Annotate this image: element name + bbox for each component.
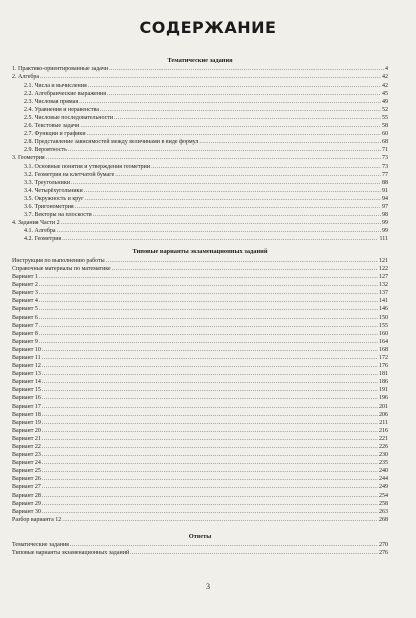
toc-leader-dots xyxy=(62,516,378,524)
toc-leader-dots xyxy=(42,467,378,475)
toc-entry xyxy=(12,235,388,243)
toc-entry-label: 2.4. Уравнения и неравенства xyxy=(24,106,99,113)
toc-leader-dots xyxy=(85,195,381,203)
toc-entry-page: 141 xyxy=(379,298,388,305)
toc-entry xyxy=(12,106,388,114)
toc-leader-dots xyxy=(42,475,378,483)
toc-leader-dots xyxy=(114,114,381,122)
toc-entry xyxy=(12,443,388,451)
toc-entry-label: 4.1. Алгебра xyxy=(24,228,56,235)
toc-entry-page: 240 xyxy=(379,468,388,475)
toc-entry-label: Вариант 7 xyxy=(12,322,38,329)
toc-leader-dots xyxy=(39,314,378,322)
toc-entry xyxy=(12,459,388,467)
toc-entry-page: 196 xyxy=(379,395,388,402)
toc-entry-label: 2.9. Вероятность xyxy=(24,147,67,154)
toc-entry-label: Вариант 15 xyxy=(12,387,41,394)
toc-entry xyxy=(12,65,388,73)
toc-entry-label: 3.4. Четырёхугольники xyxy=(24,187,83,194)
toc-entry xyxy=(12,257,388,265)
toc-entry xyxy=(12,475,388,483)
toc-entry xyxy=(12,330,388,338)
toc-entry-label: 3.3. Треугольники xyxy=(24,179,70,186)
toc-entry-page: 77 xyxy=(382,171,388,178)
toc-entry xyxy=(12,508,388,516)
toc-leader-dots xyxy=(39,305,378,313)
toc-entry-label: Вариант 14 xyxy=(12,379,41,386)
toc-entry xyxy=(12,73,388,81)
toc-entry xyxy=(12,98,388,106)
toc-entry-page: 68 xyxy=(382,139,388,146)
toc-leader-dots xyxy=(42,459,378,467)
toc-leader-dots xyxy=(42,346,378,354)
toc-entry xyxy=(12,483,388,491)
toc-leader-dots xyxy=(84,187,381,195)
toc-leader-dots xyxy=(42,370,378,378)
section-heading: Типовые варианты экзаменационных заданий xyxy=(132,248,268,256)
toc-entry xyxy=(12,122,388,130)
toc-entry xyxy=(12,492,388,500)
toc-entry-label: Вариант 5 xyxy=(12,306,38,313)
toc-entry xyxy=(12,451,388,459)
toc-entry xyxy=(12,338,388,346)
toc-entry-page: 268 xyxy=(379,516,388,523)
toc-entry-label: Вариант 27 xyxy=(12,484,41,491)
toc-entry xyxy=(12,541,388,549)
toc-entry xyxy=(12,370,388,378)
toc-entry-page: 216 xyxy=(379,427,388,434)
toc-entry-label: Вариант 17 xyxy=(12,403,41,410)
toc-leader-dots xyxy=(42,427,378,435)
toc-entry-label: Вариант 30 xyxy=(12,508,41,515)
toc-entry-label: Вариант 13 xyxy=(12,371,41,378)
toc-entry xyxy=(12,154,388,162)
toc-leader-dots xyxy=(46,154,381,162)
toc-entry xyxy=(12,403,388,411)
toc-entry-page: 97 xyxy=(382,203,388,210)
toc-entry xyxy=(12,163,388,171)
toc-entry-label: 3.5. Окружность и круг xyxy=(24,195,84,202)
toc-entry-page: 98 xyxy=(382,212,388,219)
toc-entry-label: Вариант 1 xyxy=(12,274,38,281)
toc-entry-label: 3.7. Векторы на плоскости xyxy=(24,212,92,219)
toc-entry-label: Разбор варианта 12 xyxy=(12,516,62,523)
toc-entry-page: 211 xyxy=(379,419,388,426)
toc-entry-page: 55 xyxy=(382,114,388,121)
toc-entry xyxy=(12,314,388,322)
toc-entry-page: 176 xyxy=(379,363,388,370)
toc-entry xyxy=(12,187,388,195)
toc-entry-page: 71 xyxy=(382,147,388,154)
toc-leader-dots xyxy=(87,130,381,138)
toc-leader-dots xyxy=(79,98,381,106)
toc-entry-page: 42 xyxy=(382,82,388,89)
toc-entry-label: Инструкция по выполнению работы xyxy=(12,257,105,264)
toc-entry-page: 132 xyxy=(379,282,388,289)
toc-leader-dots xyxy=(39,338,378,346)
toc-entry-label: 3.2. Геометрия на клетчатой бумаге xyxy=(24,171,115,178)
toc-leader-dots xyxy=(71,179,381,187)
toc-entry-page: 249 xyxy=(379,484,388,491)
toc-entry-page: 186 xyxy=(379,379,388,386)
toc-entry-label: Вариант 26 xyxy=(12,476,41,483)
toc-leader-dots xyxy=(40,73,381,81)
toc-leader-dots xyxy=(109,65,384,73)
toc-entry-label: Тематические задания xyxy=(12,542,69,549)
toc-entry xyxy=(12,500,388,508)
toc-entry-page: 91 xyxy=(382,187,388,194)
toc-entry-label: 2.2. Алгебраические выражения xyxy=(24,90,107,97)
toc-leader-dots xyxy=(62,235,378,243)
section-heading: Тематические задания xyxy=(167,57,233,64)
toc-entry-page: 155 xyxy=(379,322,388,329)
toc-entry-label: Вариант 16 xyxy=(12,395,41,402)
toc-entry xyxy=(12,195,388,203)
toc-entry xyxy=(12,219,388,227)
toc-entry xyxy=(12,354,388,362)
toc-leader-dots xyxy=(199,138,381,146)
toc-entry-page: 263 xyxy=(379,508,388,515)
toc-entry-page: 181 xyxy=(379,371,388,378)
toc-entry-label: Вариант 8 xyxy=(12,330,38,337)
toc-entry xyxy=(12,138,388,146)
toc-entry-page: 99 xyxy=(382,228,388,235)
toc-entry-page: 52 xyxy=(382,106,388,113)
toc-entry xyxy=(12,427,388,435)
toc-leader-dots xyxy=(57,227,381,235)
toc-leader-dots xyxy=(68,146,381,154)
toc-entry-label: Вариант 23 xyxy=(12,452,41,459)
toc-entry xyxy=(12,411,388,419)
toc-entry-page: 164 xyxy=(379,338,388,345)
toc-entry-label: Справочные материалы по математике xyxy=(12,265,111,272)
toc-leader-dots xyxy=(42,419,378,427)
toc-leader-dots xyxy=(70,541,378,549)
toc-entry-page: 137 xyxy=(379,290,388,297)
toc-entry-label: Вариант 9 xyxy=(12,338,38,345)
toc-entry xyxy=(12,203,388,211)
toc-leader-dots xyxy=(106,257,378,265)
toc-entry xyxy=(12,467,388,475)
toc-entry xyxy=(12,435,388,443)
toc-entry-page: 201 xyxy=(379,403,388,410)
toc-leader-dots xyxy=(61,219,381,227)
toc-leader-dots xyxy=(39,289,378,297)
toc-entry-label: 1. Практико-ориентированные задачи xyxy=(12,66,108,73)
toc-entry-label: 2.7. Функции и графики xyxy=(24,131,86,138)
toc-entry-label: 4. Задания Части 2 xyxy=(12,220,60,227)
toc-entry-page: 122 xyxy=(379,265,388,272)
toc-entry-page: 150 xyxy=(379,314,388,321)
toc-entry-page: 58 xyxy=(382,123,388,130)
toc-entry-label: Вариант 10 xyxy=(12,346,41,353)
toc-entry-page: 168 xyxy=(379,346,388,353)
toc-entry-label: Вариант 11 xyxy=(12,354,41,361)
toc-entry-page: 73 xyxy=(382,155,388,162)
toc-leader-dots xyxy=(112,265,378,273)
section-heading: Ответы xyxy=(188,532,212,540)
toc-entry xyxy=(12,179,388,187)
toc-entry xyxy=(12,322,388,330)
toc-entry-label: 2.1. Числа и вычисления xyxy=(24,82,87,89)
toc-leader-dots xyxy=(75,203,381,211)
toc-entry-page: 235 xyxy=(379,460,388,467)
toc-entry xyxy=(12,362,388,370)
toc-entry-page: 230 xyxy=(379,452,388,459)
toc-entry-label: Вариант 2 xyxy=(12,282,38,289)
toc-leader-dots xyxy=(93,211,381,219)
toc-entry-page: 146 xyxy=(379,306,388,313)
toc-entry-page: 160 xyxy=(379,330,388,337)
toc-entry xyxy=(12,419,388,427)
toc-entry xyxy=(12,211,388,219)
toc-leader-dots xyxy=(42,411,378,419)
toc-entry-label: Вариант 19 xyxy=(12,419,41,426)
toc-leader-dots xyxy=(151,163,381,171)
toc-leader-dots xyxy=(80,122,381,130)
toc-entry-label: 2.3. Числовая прямая xyxy=(24,98,79,105)
toc-entry-label: Вариант 3 xyxy=(12,290,38,297)
toc-entry xyxy=(12,146,388,154)
toc-entry xyxy=(12,130,388,138)
toc-leader-dots xyxy=(88,82,381,90)
toc-entry-label: Вариант 20 xyxy=(12,427,41,434)
toc-entry xyxy=(12,265,388,273)
toc-entry-label: Вариант 18 xyxy=(12,411,41,418)
toc-leader-dots xyxy=(42,451,378,459)
toc-leader-dots xyxy=(42,492,378,500)
toc-entry-label: 4.2. Геометрия xyxy=(24,236,62,243)
toc-entry-label: Вариант 22 xyxy=(12,444,41,450)
toc-leader-dots xyxy=(42,378,378,386)
toc-entry-label: 3. Геометрия xyxy=(12,155,45,162)
toc-entry xyxy=(12,297,388,305)
toc-entry xyxy=(12,378,388,386)
toc-entry-label: Вариант 29 xyxy=(12,500,41,507)
toc-leader-dots xyxy=(42,500,378,508)
toc-entry-page: 60 xyxy=(382,131,388,138)
toc-entry-label: 2. Алгебра xyxy=(12,74,40,81)
toc-entry-page: 276 xyxy=(379,550,388,557)
toc-entry-page: 226 xyxy=(379,444,388,450)
toc-leader-dots xyxy=(130,549,378,557)
toc-entry xyxy=(12,90,388,98)
toc-entry-label: Вариант 21 xyxy=(12,435,41,442)
toc-entry xyxy=(12,227,388,235)
toc-entry-page: 99 xyxy=(382,220,388,227)
toc-entry-page: 49 xyxy=(382,98,388,105)
toc-entry xyxy=(12,273,388,281)
toc-entry xyxy=(12,516,388,524)
toc-entry-page: 258 xyxy=(379,500,388,507)
toc-entry xyxy=(12,305,388,313)
toc-leader-dots xyxy=(39,273,378,281)
toc-entry-label: Типовые варианты экзаменационных заданий xyxy=(12,550,130,557)
toc-entry-label: 2.6. Текстовые задачи xyxy=(24,123,80,130)
toc-entry-label: Вариант 28 xyxy=(12,492,41,499)
toc-entry-page: 94 xyxy=(382,195,388,202)
toc-entry-page: 172 xyxy=(379,354,388,361)
toc-entry xyxy=(12,346,388,354)
toc-leader-dots xyxy=(42,386,378,394)
toc-entry-page: 270 xyxy=(379,542,388,549)
toc-entry-label: Вариант 6 xyxy=(12,314,38,321)
toc-entry xyxy=(12,281,388,289)
toc-entry xyxy=(12,82,388,90)
toc-entry-label: Вариант 24 xyxy=(12,460,41,467)
toc-entry-label: 3.6. Тригонометрия xyxy=(24,203,74,210)
toc-entry-label: 2.8. Представление зависимостей между величинами в виде формул xyxy=(24,139,199,146)
toc-entry-page: 206 xyxy=(379,411,388,418)
toc-entry-page: 127 xyxy=(379,274,388,281)
page-number: 3 xyxy=(206,582,210,591)
toc-entry-label: 3.1. Основные понятия и утверждения геометрии xyxy=(24,163,151,170)
toc-entry-page: 73 xyxy=(382,163,388,170)
toc-entry-label: Вариант 25 xyxy=(12,468,41,475)
toc-entry xyxy=(12,386,388,394)
toc-leader-dots xyxy=(115,171,381,179)
toc-entry-page: 45 xyxy=(382,90,388,97)
toc-entry-page: 221 xyxy=(379,435,388,442)
table-of-contents xyxy=(12,57,388,558)
toc-entry-label: 2.5. Числовые последовательности xyxy=(24,114,114,121)
toc-entry-page: 4 xyxy=(385,66,388,73)
toc-entry xyxy=(12,171,388,179)
toc-entry-page: 244 xyxy=(379,476,388,483)
toc-entry-page: 42 xyxy=(382,74,388,81)
toc-leader-dots xyxy=(42,483,378,491)
toc-leader-dots xyxy=(39,281,378,289)
toc-leader-dots xyxy=(39,330,378,338)
toc-entry-page: 121 xyxy=(379,257,388,264)
page-title: СОДЕРЖАНИЕ xyxy=(139,18,277,37)
toc-entry-page: 191 xyxy=(379,387,388,394)
toc-entry xyxy=(12,394,388,402)
toc-leader-dots xyxy=(42,362,378,370)
toc-leader-dots xyxy=(42,403,378,411)
toc-leader-dots xyxy=(100,106,381,114)
toc-entry-page: 88 xyxy=(382,179,388,186)
toc-leader-dots xyxy=(39,322,378,330)
toc-entry xyxy=(12,114,388,122)
toc-entry-label: Вариант 12 xyxy=(12,363,41,370)
toc-leader-dots xyxy=(42,443,378,451)
toc-leader-dots xyxy=(42,354,378,362)
toc-entry xyxy=(12,289,388,297)
toc-leader-dots xyxy=(42,508,378,516)
toc-leader-dots xyxy=(42,435,378,443)
toc-leader-dots xyxy=(39,297,378,305)
toc-leader-dots xyxy=(42,394,378,402)
toc-entry-page: 111 xyxy=(379,236,388,243)
toc-leader-dots xyxy=(107,90,381,98)
toc-entry-page: 254 xyxy=(379,492,388,499)
toc-entry-label: Вариант 4 xyxy=(12,298,38,305)
toc-entry xyxy=(12,549,388,557)
